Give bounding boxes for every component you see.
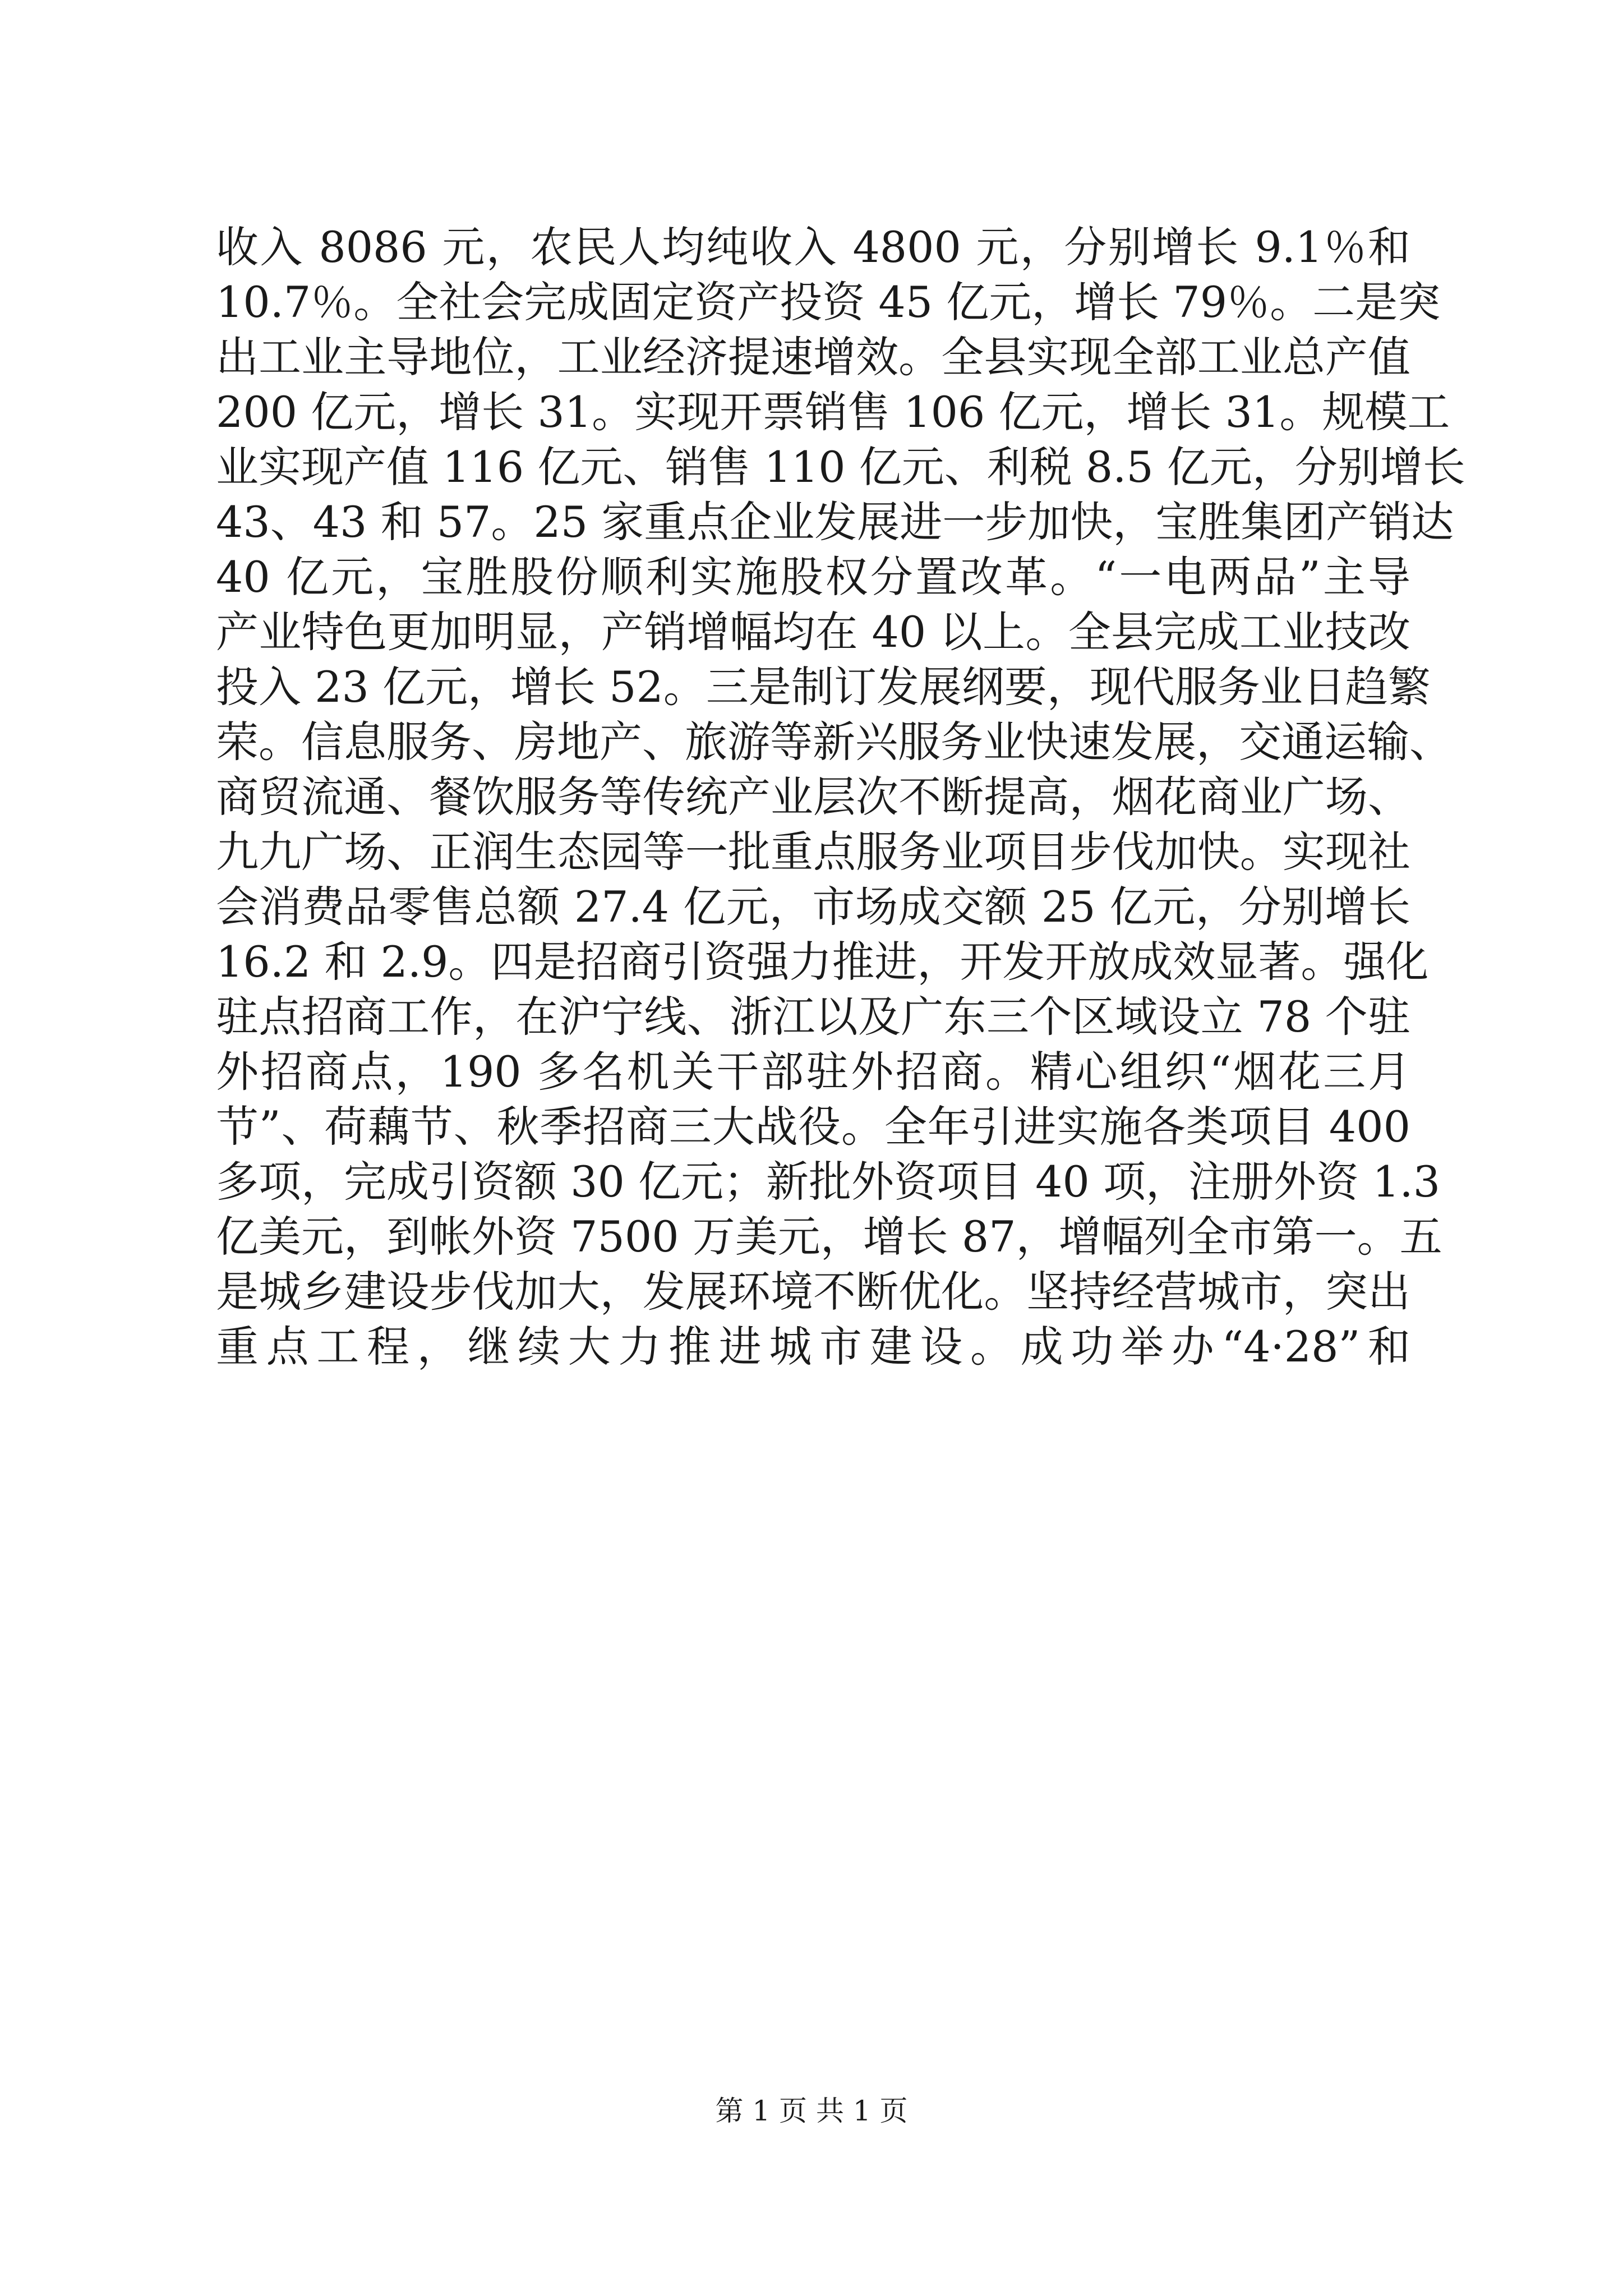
page-footer bbox=[0, 2091, 1623, 2131]
text-line-17: 节”、荷藕节、秋季招商三大战役。全年引进实施各类项目 400 bbox=[216, 1102, 1410, 1152]
text-line-20: 是城乡建设步伐加大，发展环境不断优化。坚持经营城市，突出 bbox=[216, 1267, 1410, 1317]
text-line-16: 外招商点，190 多名机关干部驻外招商。精心组织“烟花三月 bbox=[216, 1047, 1410, 1097]
page-number-label: 第 1 页 共 1 页 bbox=[715, 2095, 908, 2127]
text-line-8: 产业特色更加明显，产销增幅均在 40 以上。全县完成工业技改 bbox=[216, 607, 1410, 657]
text-line-3: 出工业主导地位，工业经济提速增效。全县实现全部工业总产值 bbox=[216, 332, 1410, 382]
text-line-19: 亿美元，到帐外资 7500 万美元，增长 87，增幅列全市第一。五 bbox=[216, 1212, 1442, 1262]
text-line-10: 荣。信息服务、房地产、旅游等新兴服务业快速发展，交通运输、 bbox=[216, 717, 1452, 767]
text-line-4: 200 亿元，增长 31。实现开票销售 106 亿元，增长 31。规模工 bbox=[216, 387, 1450, 437]
text-line-9: 投入 23 亿元，增长 52。三是制订发展纲要，现代服务业日趋繁 bbox=[216, 662, 1431, 712]
text-line-14: 16.2 和 2.9。四是招商引资强力推进，开发开放成效显著。强化 bbox=[216, 937, 1429, 987]
text-line-12: 九九广场、正润生态园等一批重点服务业项目步伐加快。实现社 bbox=[216, 827, 1410, 877]
text-line-2: 10.7％。全社会完成固定资产投资 45 亿元，增长 79％。二是突 bbox=[216, 277, 1441, 327]
text-line-15: 驻点招商工作，在沪宁线、浙江以及广东三个区域设立 78 个驻 bbox=[216, 992, 1410, 1042]
body-paragraph bbox=[216, 220, 1465, 1374]
text-line-1: 收入 8086 元，农民人均纯收入 4800 元，分别增长 9.1％和 bbox=[216, 222, 1410, 272]
text-line-5: 业实现产值 116 亿元、销售 110 亿元、利税 8.5 亿元，分别增长 bbox=[216, 442, 1465, 492]
text-line-21: 重点工程，继续大力推进城市建设。成功举办“4·28”和 bbox=[216, 1322, 1410, 1372]
text-line-6: 43、43 和 57。25 家重点企业发展进一步加快，宝胜集团产销达 bbox=[216, 497, 1454, 547]
text-line-13: 会消费品零售总额 27.4 亿元，市场成交额 25 亿元，分别增长 bbox=[216, 882, 1410, 932]
text-line-11: 商贸流通、餐饮服务等传统产业层次不断提高，烟花商业广场、 bbox=[216, 772, 1410, 822]
text-line-18: 多项，完成引资额 30 亿元；新批外资项目 40 项，注册外资 1.3 bbox=[216, 1157, 1441, 1207]
text-line-7: 40 亿元，宝胜股份顺利实施股权分置改革。“一电两品”主导 bbox=[216, 552, 1410, 602]
